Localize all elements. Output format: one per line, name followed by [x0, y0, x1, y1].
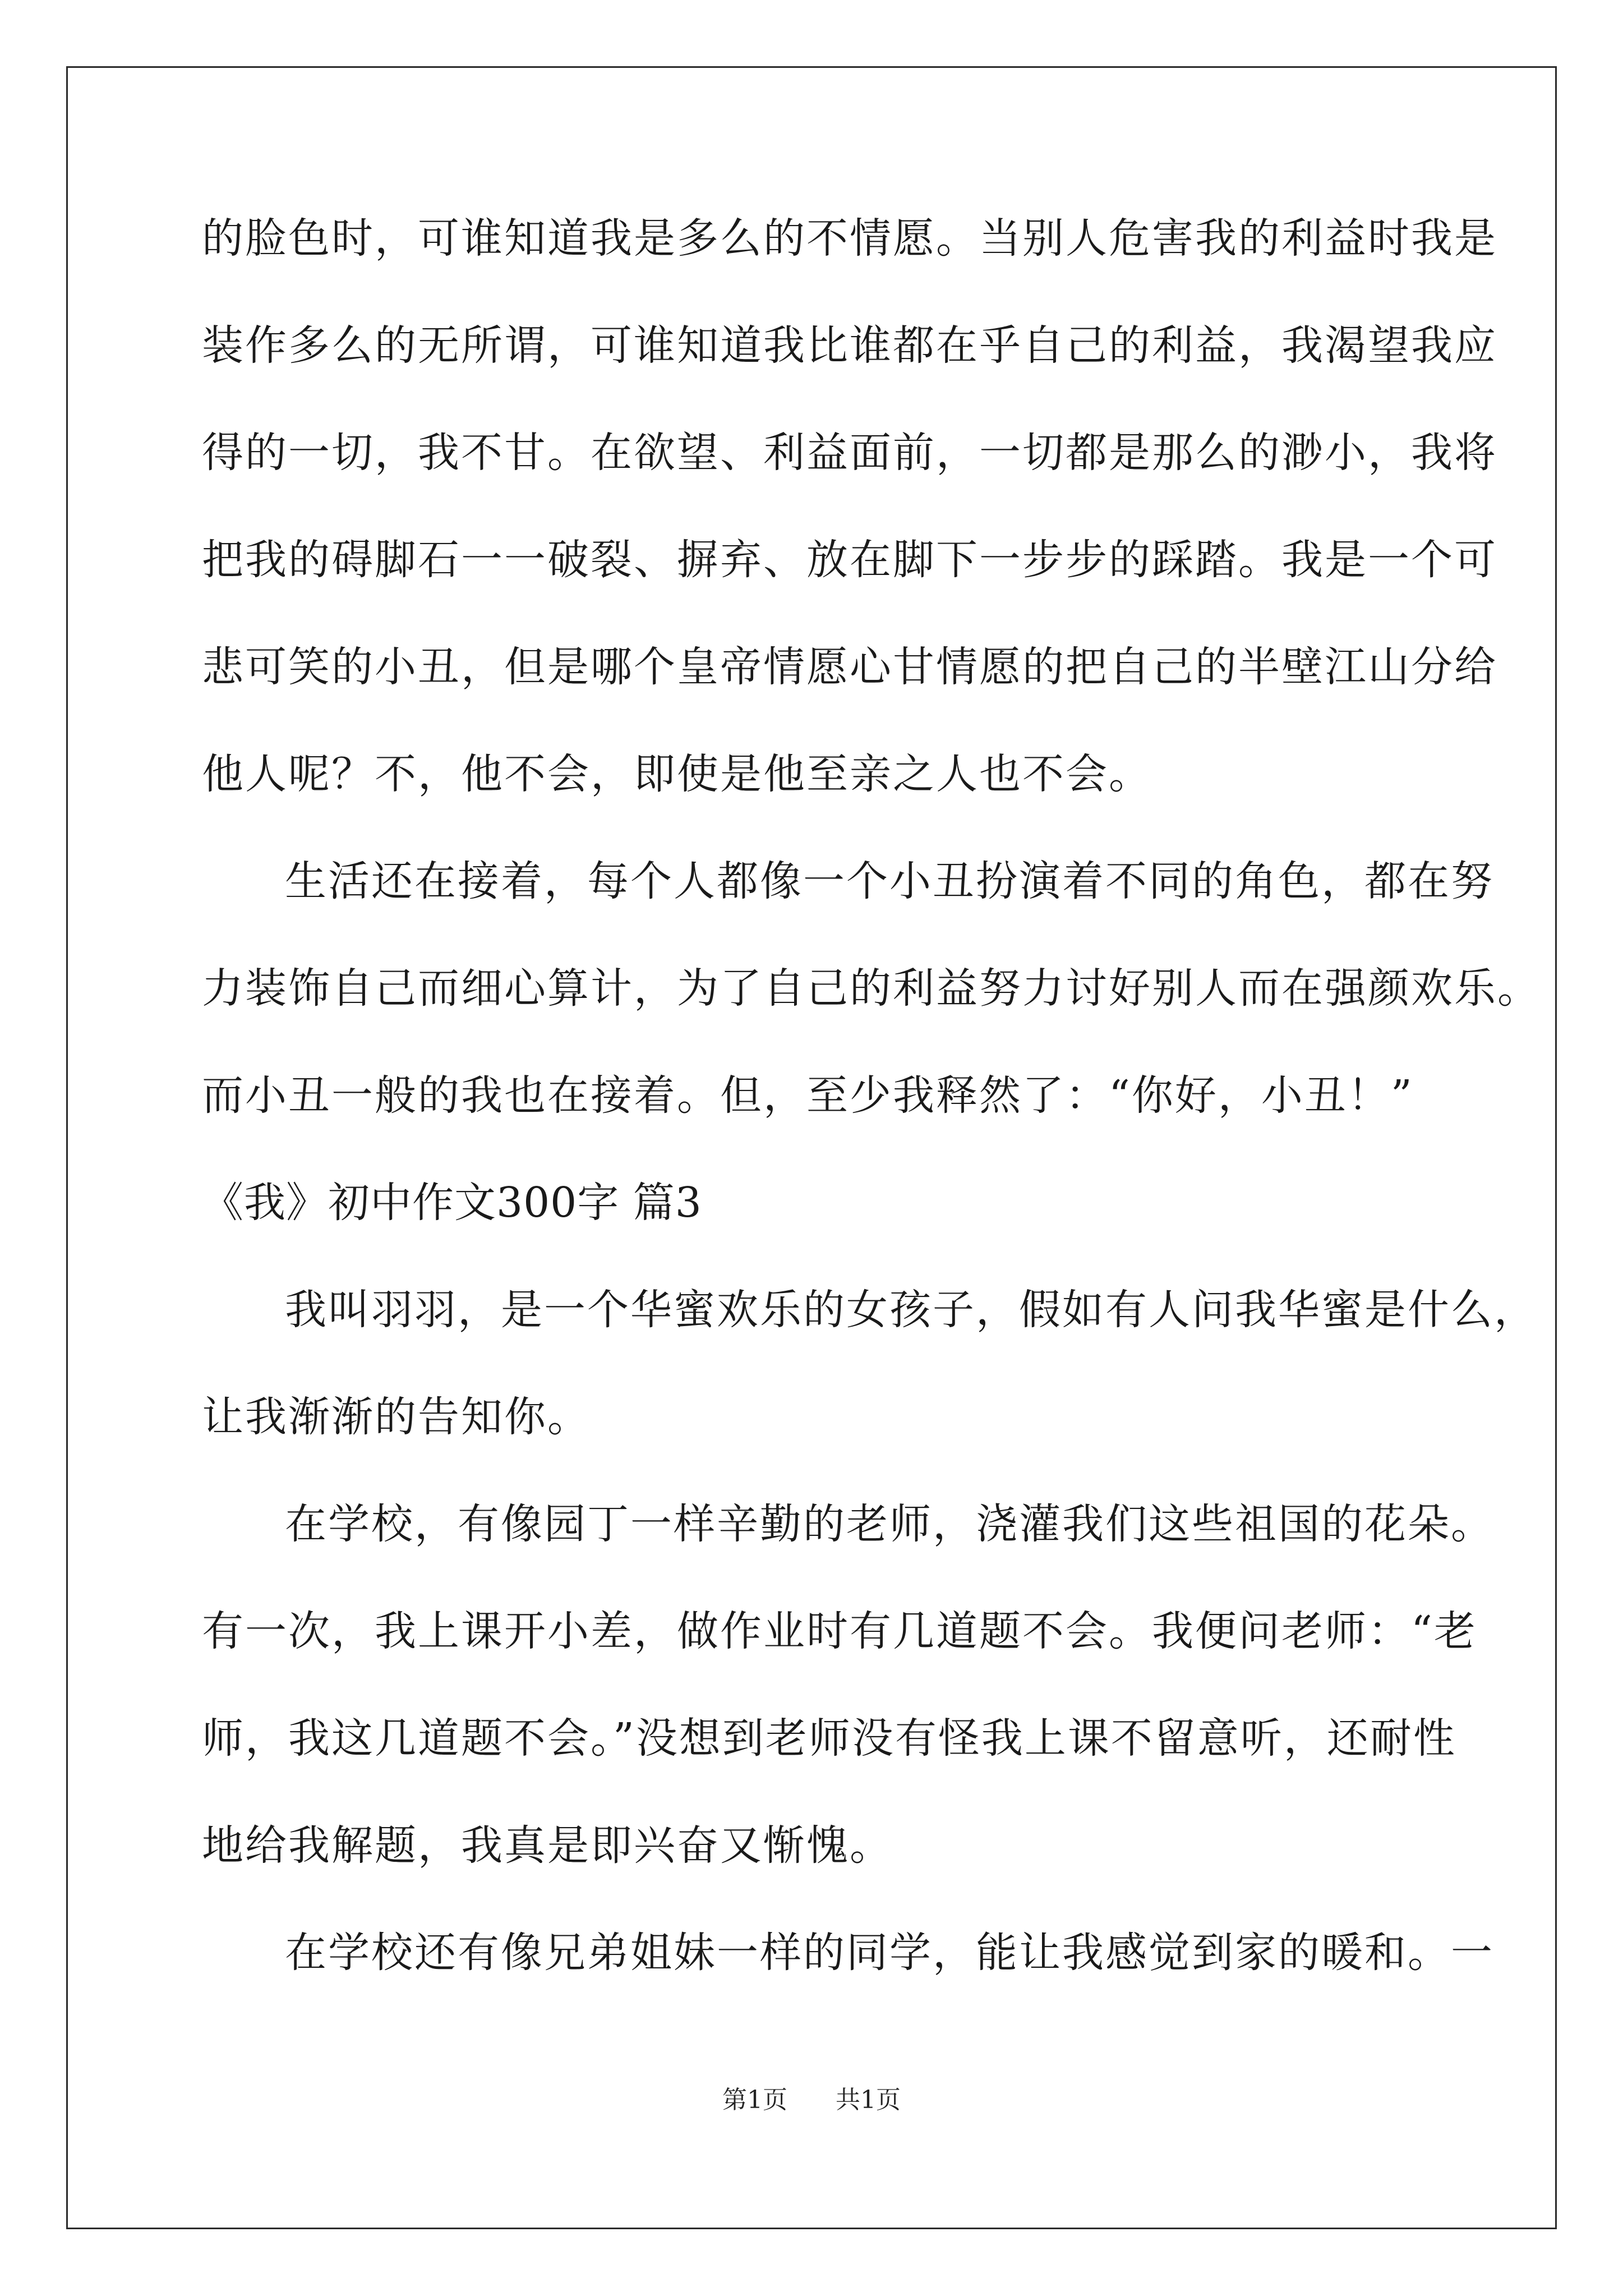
body-line: 把我的碍脚石一一破裂、摒弃、放在脚下一步步的踩踏。我是一个可: [202, 536, 1497, 584]
body-line: 师，我这几道题不会。”没想到老师没有怪我上课不留意听，还耐性: [202, 1714, 1456, 1763]
body-line: 力装饰自己而细心算计，为了自己的利益努力讨好别人而在强颜欢乐。: [202, 964, 1541, 1013]
body-line: 有一次，我上课开小差，做作业时有几道题不会。我便问老师：“老: [202, 1607, 1477, 1655]
page-total: 共1页: [836, 2086, 901, 2114]
body-line: 得的一切，我不甘。在欲望、利益面前，一切都是那么的渺小，我将: [202, 429, 1497, 477]
body-line: 地给我解题，我真是即兴奋又惭愧。: [202, 1821, 893, 1870]
paragraph-start-line: 在学校，有像园丁一样辛勤的老师，浇灌我们这些祖国的花朵。: [285, 1500, 1494, 1548]
document-body: [202, 214, 1541, 2039]
page-number: 第1页: [722, 2086, 787, 2114]
body-line: 他人呢？不，他不会，即使是他至亲之人也不会。: [202, 750, 1152, 798]
page-footer: [0, 2088, 1623, 2113]
body-line: 的脸色时，可谁知道我是多么的不情愿。当别人危害我的利益时我是: [202, 214, 1497, 263]
body-line: 而小丑一般的我也在接着。但，至少我释然了：“你好，小丑！”: [202, 1071, 1414, 1120]
section-heading: 《我》初中作文300字 篇3: [202, 1179, 702, 1227]
paragraph-start-line: 我叫羽羽，是一个华蜜欢乐的女孩子，假如有人问我华蜜是什么，: [285, 1286, 1537, 1334]
body-line: 让我渐渐的告知你。: [202, 1393, 591, 1441]
paragraph-start-line: 在学校还有像兄弟姐妹一样的同学，能让我感觉到家的暖和。一: [285, 1929, 1494, 1977]
paragraph-start-line: 生活还在接着，每个人都像一个小丑扮演着不同的角色，都在努: [285, 857, 1494, 905]
body-line: 悲可笑的小丑，但是哪个皇帝情愿心甘情愿的把自己的半壁江山分给: [202, 643, 1497, 691]
body-line: 装作多么的无所谓，可谁知道我比谁都在乎自己的利益，我渴望我应: [202, 321, 1497, 370]
